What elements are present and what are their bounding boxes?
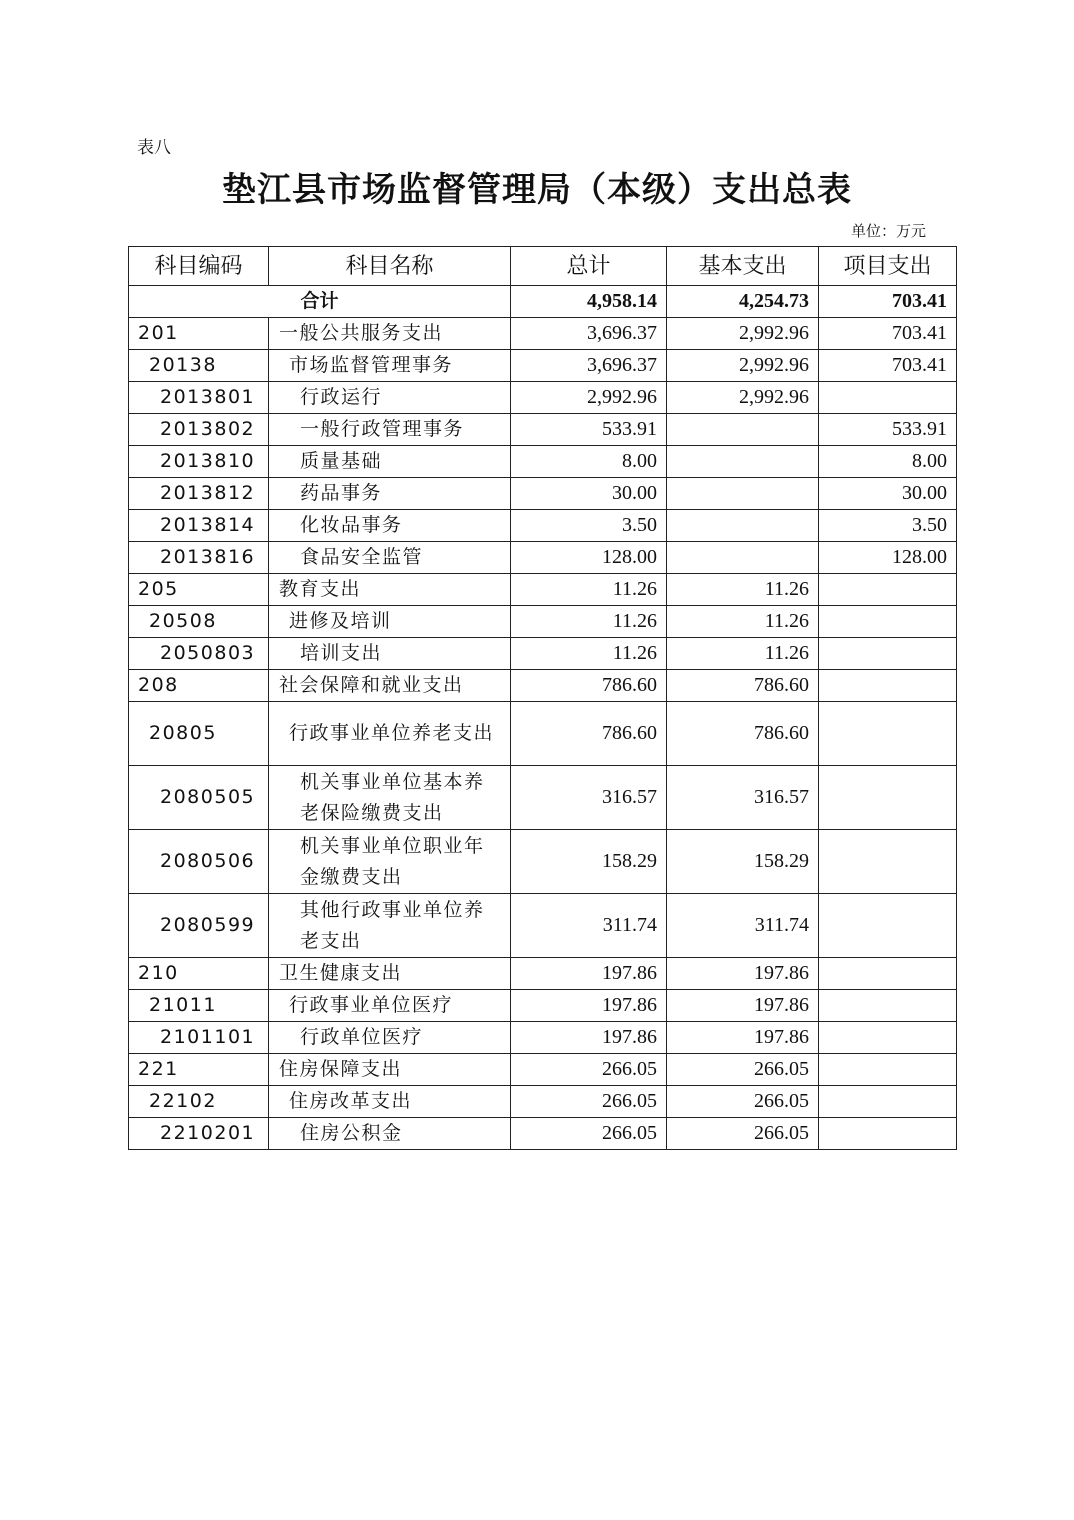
row-name: 一般公共服务支出 (269, 318, 511, 350)
row-project (819, 670, 957, 702)
row-code: 2080505 (129, 766, 269, 830)
row-total: 316.57 (511, 766, 667, 830)
row-name: 行政事业单位养老支出 (269, 702, 511, 766)
row-code: 2210201 (129, 1118, 269, 1150)
col-header-project: 项目支出 (819, 247, 957, 286)
row-code: 22102 (129, 1086, 269, 1118)
row-basic: 11.26 (667, 606, 819, 638)
row-code: 221 (129, 1054, 269, 1086)
col-header-name: 科目名称 (269, 247, 511, 286)
row-project: 3.50 (819, 510, 957, 542)
table-row (129, 990, 957, 1022)
table-row (129, 606, 957, 638)
row-basic (667, 478, 819, 510)
row-code: 2013810 (129, 446, 269, 478)
row-total: 11.26 (511, 638, 667, 670)
row-project (819, 990, 957, 1022)
table-row (129, 958, 957, 990)
row-name: 社会保障和就业支出 (269, 670, 511, 702)
row-name: 质量基础 (269, 446, 511, 478)
row-basic: 11.26 (667, 574, 819, 606)
row-basic: 197.86 (667, 958, 819, 990)
table-row (129, 638, 957, 670)
row-code: 20805 (129, 702, 269, 766)
row-total: 266.05 (511, 1086, 667, 1118)
total-label: 合计 (129, 286, 511, 318)
row-total: 197.86 (511, 990, 667, 1022)
table-row (129, 670, 957, 702)
row-code: 205 (129, 574, 269, 606)
row-basic: 2,992.96 (667, 350, 819, 382)
row-code: 201 (129, 318, 269, 350)
table-header (129, 247, 957, 286)
row-name: 行政单位医疗 (269, 1022, 511, 1054)
table-row (129, 478, 957, 510)
row-basic: 266.05 (667, 1086, 819, 1118)
row-name: 卫生健康支出 (269, 958, 511, 990)
row-basic: 786.60 (667, 670, 819, 702)
row-name: 药品事务 (269, 478, 511, 510)
row-project: 533.91 (819, 414, 957, 446)
table-row (129, 702, 957, 766)
table-row (129, 1118, 957, 1150)
row-name: 其他行政事业单位养老支出 (269, 894, 511, 958)
row-name: 教育支出 (269, 574, 511, 606)
row-project (819, 574, 957, 606)
table-row (129, 894, 957, 958)
row-basic (667, 542, 819, 574)
table-row (129, 1022, 957, 1054)
row-name: 培训支出 (269, 638, 511, 670)
row-total: 533.91 (511, 414, 667, 446)
row-project (819, 1054, 957, 1086)
row-total: 128.00 (511, 542, 667, 574)
table-row (129, 542, 957, 574)
col-header-code: 科目编码 (129, 247, 269, 286)
row-name: 食品安全监管 (269, 542, 511, 574)
row-basic: 786.60 (667, 702, 819, 766)
row-code: 2013812 (129, 478, 269, 510)
row-name: 住房改革支出 (269, 1086, 511, 1118)
row-project (819, 1118, 957, 1150)
row-basic: 197.86 (667, 1022, 819, 1054)
total-project: 703.41 (819, 286, 957, 318)
row-project (819, 702, 957, 766)
table-row (129, 382, 957, 414)
unit-label: 单位：万元 (850, 222, 926, 240)
total-sum: 4,958.14 (511, 286, 667, 318)
row-total: 3.50 (511, 510, 667, 542)
row-basic: 266.05 (667, 1054, 819, 1086)
row-project (819, 638, 957, 670)
row-project (819, 958, 957, 990)
row-name: 住房保障支出 (269, 1054, 511, 1086)
row-name: 住房公积金 (269, 1118, 511, 1150)
row-total: 8.00 (511, 446, 667, 478)
table-row (129, 574, 957, 606)
row-basic: 2,992.96 (667, 318, 819, 350)
row-code: 208 (129, 670, 269, 702)
row-total: 197.86 (511, 1022, 667, 1054)
col-header-basic: 基本支出 (667, 247, 819, 286)
row-total: 311.74 (511, 894, 667, 958)
row-basic (667, 510, 819, 542)
row-project (819, 1086, 957, 1118)
page-title: 垫江县市场监督管理局（本级）支出总表 (222, 170, 852, 210)
row-basic (667, 446, 819, 478)
row-basic: 197.86 (667, 990, 819, 1022)
row-name: 市场监督管理事务 (269, 350, 511, 382)
row-name: 机关事业单位职业年金缴费支出 (269, 830, 511, 894)
row-code: 20138 (129, 350, 269, 382)
row-name: 进修及培训 (269, 606, 511, 638)
row-project (819, 382, 957, 414)
table-row (129, 510, 957, 542)
row-project (819, 1022, 957, 1054)
row-basic: 266.05 (667, 1118, 819, 1150)
table-row (129, 1086, 957, 1118)
row-basic (667, 414, 819, 446)
row-name: 化妆品事务 (269, 510, 511, 542)
col-header-total: 总计 (511, 247, 667, 286)
row-code: 2101101 (129, 1022, 269, 1054)
row-basic: 158.29 (667, 830, 819, 894)
table-row (129, 1054, 957, 1086)
row-project (819, 830, 957, 894)
table-row (129, 350, 957, 382)
row-total: 786.60 (511, 702, 667, 766)
row-project (819, 766, 957, 830)
row-total: 266.05 (511, 1118, 667, 1150)
row-total: 11.26 (511, 574, 667, 606)
row-total: 2,992.96 (511, 382, 667, 414)
row-total: 3,696.37 (511, 350, 667, 382)
row-total: 11.26 (511, 606, 667, 638)
total-row (129, 286, 957, 318)
row-project: 30.00 (819, 478, 957, 510)
row-project (819, 606, 957, 638)
row-basic: 11.26 (667, 638, 819, 670)
total-basic: 4,254.73 (667, 286, 819, 318)
row-code: 2080599 (129, 894, 269, 958)
row-project: 128.00 (819, 542, 957, 574)
row-code: 2013802 (129, 414, 269, 446)
row-project: 8.00 (819, 446, 957, 478)
row-project (819, 894, 957, 958)
header-row (129, 247, 957, 286)
expenditure-table (128, 246, 957, 1150)
row-total: 30.00 (511, 478, 667, 510)
row-code: 20508 (129, 606, 269, 638)
row-project: 703.41 (819, 350, 957, 382)
row-total: 266.05 (511, 1054, 667, 1086)
table-number: 表八 (137, 138, 171, 158)
table-row (129, 830, 957, 894)
row-total: 197.86 (511, 958, 667, 990)
row-code: 2080506 (129, 830, 269, 894)
row-code: 2013816 (129, 542, 269, 574)
row-code: 2013814 (129, 510, 269, 542)
row-total: 158.29 (511, 830, 667, 894)
row-basic: 2,992.96 (667, 382, 819, 414)
row-name: 机关事业单位基本养老保险缴费支出 (269, 766, 511, 830)
row-code: 2050803 (129, 638, 269, 670)
row-project: 703.41 (819, 318, 957, 350)
row-basic: 311.74 (667, 894, 819, 958)
table-row (129, 414, 957, 446)
row-code: 2013801 (129, 382, 269, 414)
row-total: 786.60 (511, 670, 667, 702)
table-body (129, 286, 957, 1150)
row-code: 21011 (129, 990, 269, 1022)
row-name: 一般行政管理事务 (269, 414, 511, 446)
row-code: 210 (129, 958, 269, 990)
table-row (129, 766, 957, 830)
row-name: 行政事业单位医疗 (269, 990, 511, 1022)
row-basic: 316.57 (667, 766, 819, 830)
table-row (129, 446, 957, 478)
row-total: 3,696.37 (511, 318, 667, 350)
row-name: 行政运行 (269, 382, 511, 414)
table-row (129, 318, 957, 350)
